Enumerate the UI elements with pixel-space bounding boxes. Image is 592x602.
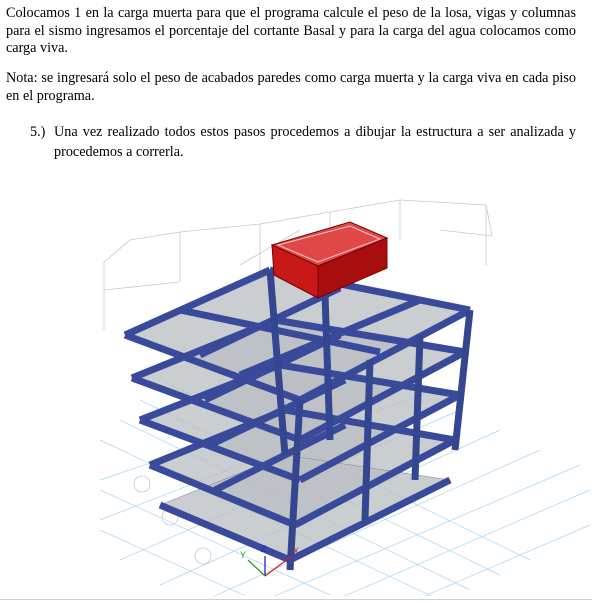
axis-y-label: Y bbox=[240, 550, 247, 560]
paragraph-note: Nota: se ingresará solo el peso de acabados paredes como carga muerta y la carga viva en cada piso en el programa. bbox=[6, 70, 576, 104]
axis-z-label: Z bbox=[261, 544, 267, 554]
list-text: Una vez realizado todos estos pasos procedemos a dibujar la estructura a ser analizada y procedemos a correrla. bbox=[54, 124, 576, 160]
page-divider bbox=[0, 599, 592, 600]
paragraph-loads: Colocamos 1 en la carga muerta para que el programa calcule el peso de la losa, vigas y columnas para el sismo ingresamos el porcentaje del cortante Basal y para la carga del agua colocamos como carga viva. bbox=[6, 5, 576, 56]
structure-3d-figure bbox=[0, 190, 592, 596]
list-number: 5.) bbox=[30, 124, 46, 140]
axis-x-label: X bbox=[293, 546, 300, 556]
